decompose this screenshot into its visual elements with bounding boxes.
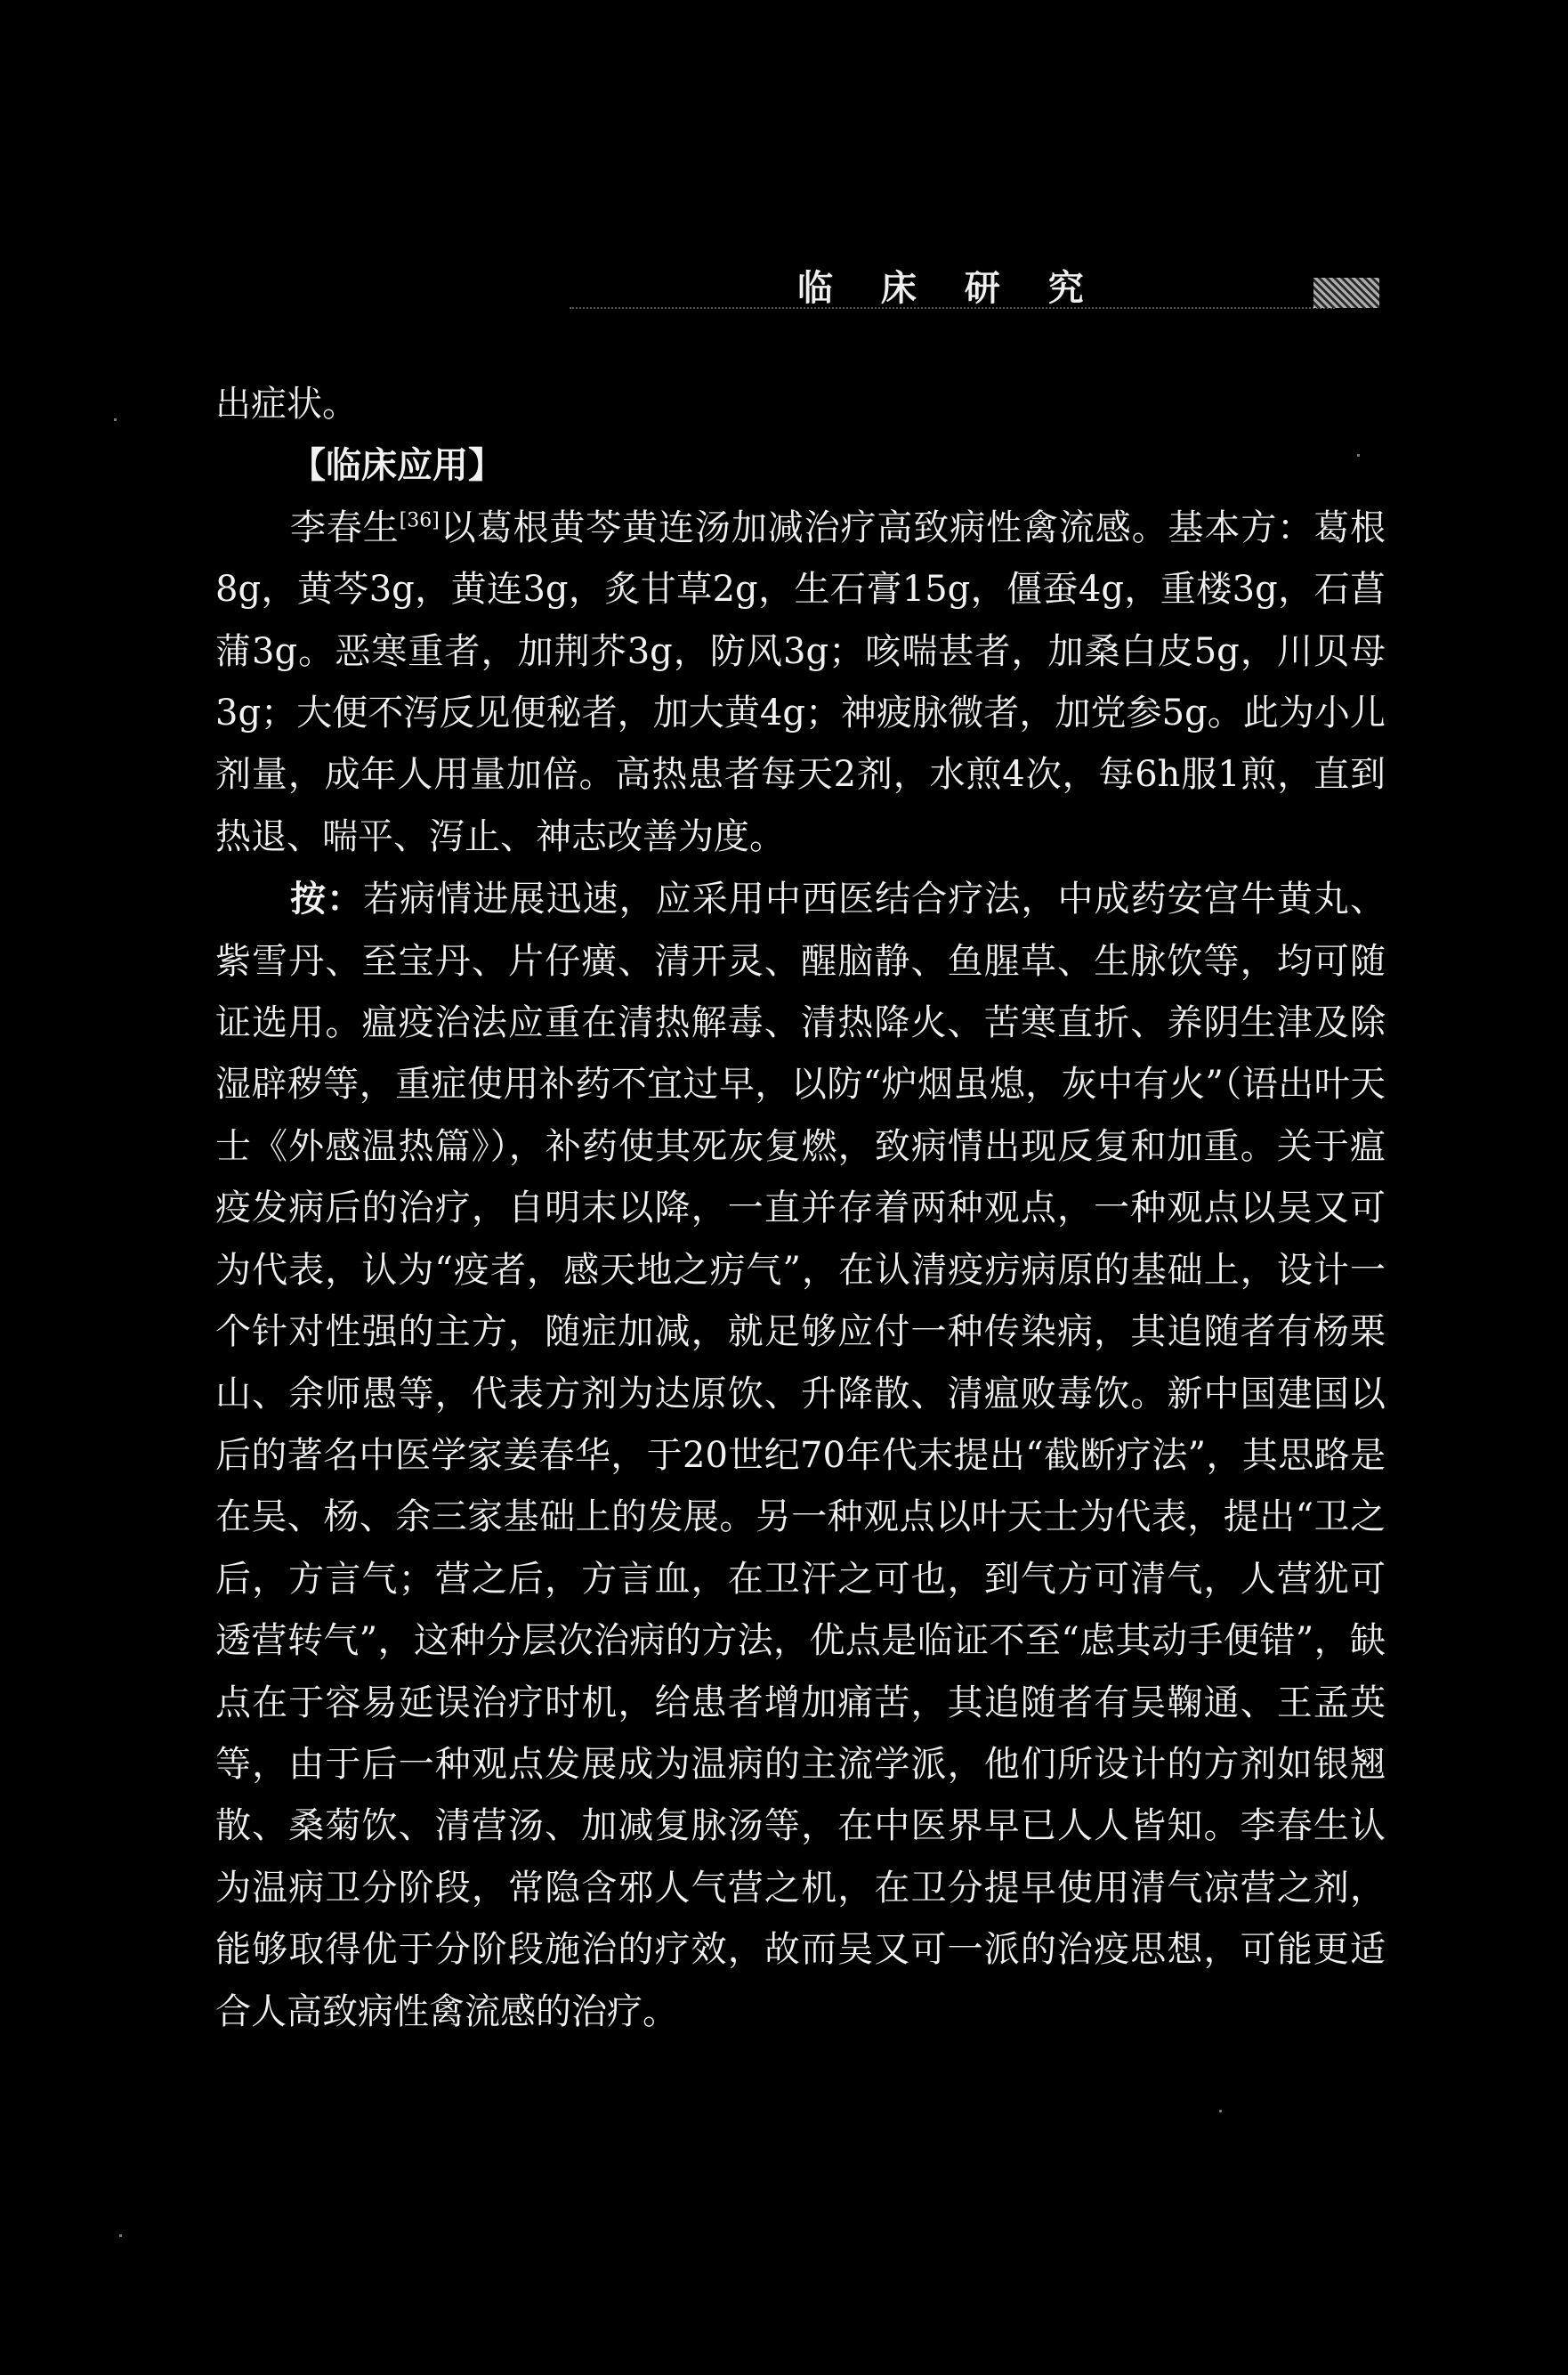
page-corner-mark (1313, 278, 1379, 308)
commentary-label: 按： (290, 878, 364, 920)
paragraph-commentary (215, 868, 1386, 2043)
running-header-title: 临 床 研 究 (797, 268, 1102, 309)
body-text (215, 374, 1386, 2043)
paragraph-clinical-case (215, 498, 1386, 868)
scan-speck (119, 2234, 122, 2237)
commentary-text: 若病情进展迅速，应采用中西医结合疗法，中成药安宫牛黄丸、紫雪丹、至宝丹、片仔癀、清开灵、醒脑静、鱼腥草、生脉饮等，均可随证选用。瘟疫治法应重在清热解毒、清热降火、苦寒直折、养阴生津及除湿辟秽等，重症使用补药不宜过早，以防“炉烟虽熄，灰中有火”（语出叶天士《外感温热篇》），补药使其死灰复燃，致病情出现反复和加重。关于瘟疫发病后的治疗，自明末以降，一直并存着两种观点，一种观点以吴又可为代表，认为“疫者，感天地之疠气”，在认清疫疠病原的基础上，设计一个针对性强的主方，随症加减，就足够应付一种传染病，其追随者有杨栗山、余师愚等，代表方剂为达原饮、升降散、清瘟败毒饮。新中国建国以后的著名中医学家姜春华，于20世纪70年代末提出“截断疗法”，其思路是在吴、杨、余三家基础上的发展。另一种观点以叶天士为代表，提出“卫之后，方言气；营之后，方言血，在卫汗之可也，到气方可清气，人营犹可透营转气”，这种分层次治病的方法，优点是临证不至“虑其动手便错”，缺点在于容易延误治疗时机，给患者增加痛苦，其追随者有吴鞠通、王孟英等，由于后一种观点发展成为温病的主流学派，他们所设计的方剂如银翘散、桑菊饮、清营汤、加减复脉汤等，在中医界早已人人皆知。李春生认为温病卫分阶段，常隐含邪人气营之机，在卫分提早使用清气凉营之剂，能够取得优于分阶段施治的疗效，故而吴又可一派的治疫思想，可能更适合人高致病性禽流感的治疗。 (215, 879, 1386, 2032)
section-heading: 【临床应用】 (290, 445, 504, 487)
scan-speck (114, 418, 117, 421)
citation-marker: [36] (399, 509, 440, 532)
author-name: 李春生 (290, 507, 400, 548)
header-rule (570, 307, 1335, 309)
paragraph-text: 以葛根黄芩黄连汤加减治疗高致病性禽流感。基本方：葛根8g，黄芩3g，黄连3g，炙甘草2g，生石膏15g，僵蚕4g，重楼3g，石菖蒲3g。恶寒重者，加荆芥3g，防风3g；咳喘甚者，加桑白皮5g，川贝母3g；大便不泻反见便秘者，加大黄4g；神疲脉微者，加党参5g。此为小儿剂量，成年人用量加倍。高热患者每天2剂，水煎4次，每6h服1煎，直到热退、喘平、泻止、神志改善为度。 (215, 507, 1386, 857)
scan-speck (1219, 2110, 1222, 2112)
scan-speck (1357, 454, 1360, 457)
opening-line: 出症状。 (215, 384, 358, 425)
